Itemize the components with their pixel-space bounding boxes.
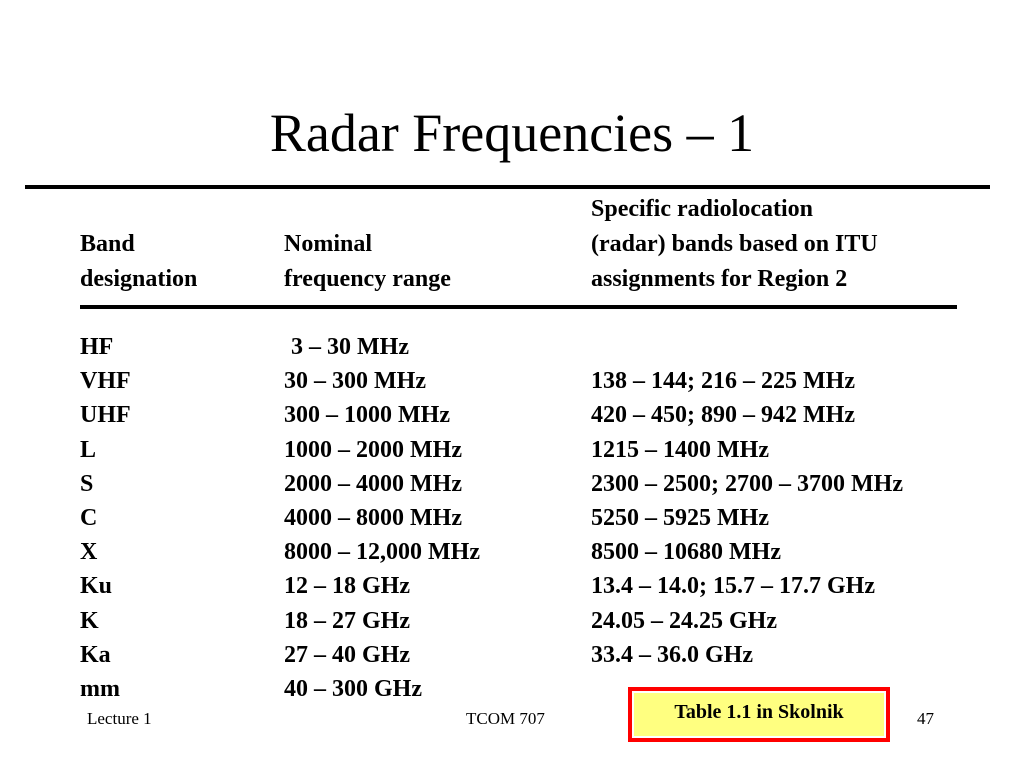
specific-cell: 13.4 – 14.0; 15.7 – 17.7 GHz xyxy=(591,573,875,600)
footer-page-number: 47 xyxy=(917,709,934,728)
specific-cell: 420 – 450; 890 – 942 MHz xyxy=(591,402,855,429)
table-row xyxy=(0,330,1024,364)
table-row xyxy=(0,604,1024,638)
band-cell: K xyxy=(80,607,99,634)
specific-cell: 8500 – 10680 MHz xyxy=(591,539,781,566)
nominal-cell: 3 – 30 MHz xyxy=(291,334,409,360)
header-specific-line-3: assignments for Region 2 xyxy=(591,266,848,292)
band-cell: mm xyxy=(80,675,120,702)
header-specific-line-2: (radar) bands based on ITU xyxy=(591,231,878,257)
title-divider xyxy=(25,185,990,189)
specific-cell: 5250 – 5925 MHz xyxy=(591,504,769,531)
band-cell: UHF xyxy=(80,402,131,429)
table-row xyxy=(0,398,1024,432)
nominal-cell: 300 – 1000 MHz xyxy=(284,402,450,429)
table-row xyxy=(0,569,1024,603)
nominal-cell: 18 – 27 GHz xyxy=(284,607,410,634)
header-divider xyxy=(80,305,957,309)
nominal-cell: 12 – 18 GHz xyxy=(284,573,410,600)
specific-cell: 33.4 – 36.0 GHz xyxy=(591,641,753,668)
band-cell: L xyxy=(80,436,97,463)
table-row xyxy=(0,364,1024,398)
table-row xyxy=(0,535,1024,569)
specific-cell: 1215 – 1400 MHz xyxy=(591,436,769,463)
nominal-cell: 27 – 40 GHz xyxy=(284,641,410,668)
source-callout xyxy=(628,687,890,742)
band-cell: Ka xyxy=(80,641,111,668)
specific-cell: 2300 – 2500; 2700 – 3700 MHz xyxy=(591,470,903,497)
header-band-line-2: designation xyxy=(80,266,198,292)
band-cell: X xyxy=(80,539,98,566)
header-nominal-line-1: Nominal xyxy=(284,231,373,257)
table-row xyxy=(0,433,1024,467)
header-nominal xyxy=(284,227,451,297)
table-row xyxy=(0,638,1024,672)
band-cell: C xyxy=(80,504,98,531)
nominal-cell: 1000 – 2000 MHz xyxy=(284,436,462,463)
band-cell: S xyxy=(80,470,94,497)
footer-course: TCOM 707 xyxy=(466,709,545,728)
band-cell: HF xyxy=(80,334,114,360)
header-band-line-1: Band xyxy=(80,231,135,257)
slide-title: Radar Frequencies – 1 xyxy=(269,103,755,163)
header-specific-line-1: Specific radiolocation xyxy=(591,196,813,222)
nominal-cell: 4000 – 8000 MHz xyxy=(284,504,462,531)
source-callout-text: Table 1.1 in Skolnik xyxy=(674,701,844,723)
specific-cell: 24.05 – 24.25 GHz xyxy=(591,607,777,634)
source-callout-inner xyxy=(632,691,886,738)
nominal-cell: 2000 – 4000 MHz xyxy=(284,470,462,497)
header-nominal-line-2: frequency range xyxy=(284,266,451,292)
header-specific xyxy=(591,192,878,297)
specific-cell: 138 – 144; 216 – 225 MHz xyxy=(591,368,855,395)
table-row xyxy=(0,467,1024,501)
nominal-cell: 8000 – 12,000 MHz xyxy=(284,539,480,566)
nominal-cell: 30 – 300 MHz xyxy=(284,368,426,395)
header-band xyxy=(80,227,197,297)
band-cell: Ku xyxy=(80,573,113,600)
band-cell: VHF xyxy=(80,368,131,395)
band-table xyxy=(0,330,1024,706)
footer-lecture: Lecture 1 xyxy=(87,709,152,728)
nominal-cell: 40 – 300 GHz xyxy=(284,675,422,702)
table-row xyxy=(0,501,1024,535)
